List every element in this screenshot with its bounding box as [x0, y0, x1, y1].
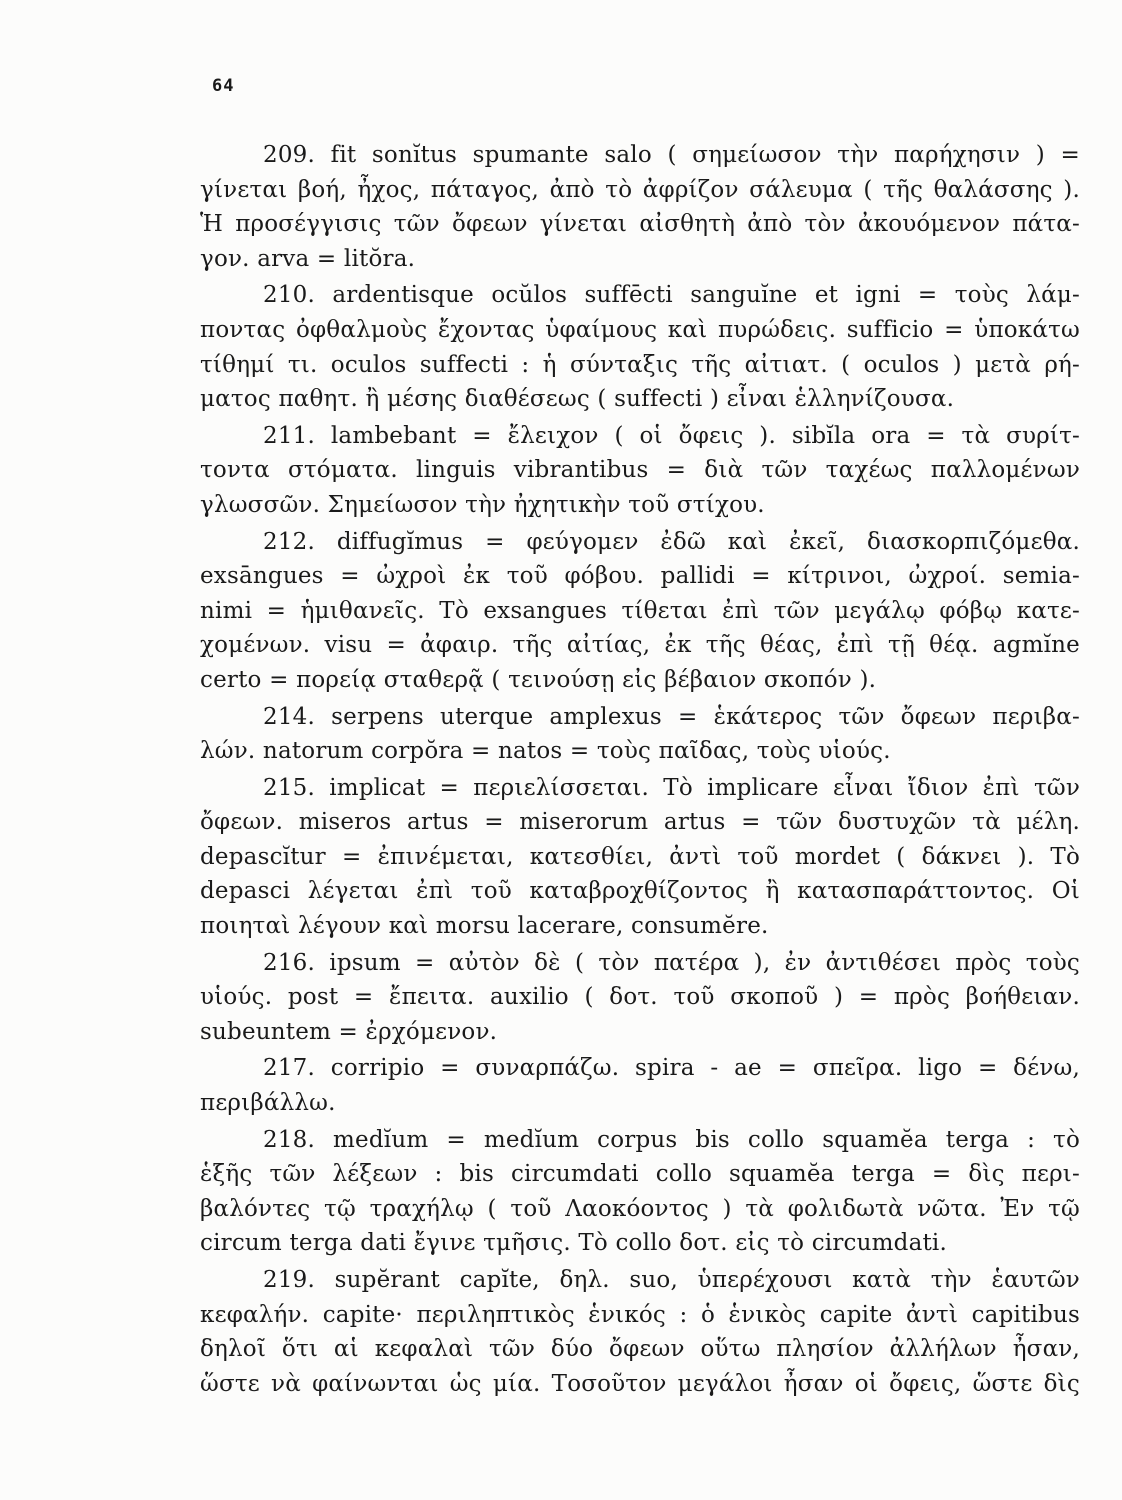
text-line: 209. fit sonĭtus spumante salo ( σημείωσον τὴν παρήχησιν ) =	[263, 142, 1080, 168]
text-line: γον. arva = litŏra.	[200, 245, 416, 272]
text-line: 210. ardentisque ocŭlos suffēcti sanguĭne et igni = τοὺς λάμ-	[263, 282, 1080, 309]
note-paragraph-216	[200, 946, 1080, 1050]
text-line: ματος παθητ. ἢ μέσης διαθέσεως ( suffecti ) εἶναι ἑλληνίζουσα.	[200, 386, 955, 413]
text-line: βαλόντες τῷ τραχήλῳ ( τοῦ Λαοκόοντος ) τὰ φολιδωτὰ νῶτα. Ἐν τῷ	[200, 1195, 1080, 1222]
text-line: 216. ipsum = αὐτὸν δὲ ( τὸν πατέρα ), ἐν ἀντιθέσει πρὸς τοὺς	[263, 949, 1080, 976]
page-number: 64	[212, 76, 235, 96]
note-paragraph-215	[200, 771, 1080, 944]
text-line: τίθημί τι. oculos suffecti : ἡ σύνταξις τῆς αἰτιατ. ( oculos ) μετὰ ρή-	[200, 351, 1080, 378]
text-line: 218. medĭum = medĭum corpus bis collo squamĕa terga : τὸ	[263, 1126, 1080, 1153]
text-line: certo = πορείᾳ σταθερᾷ ( τεινούσῃ εἰς βέβαιον σκοπόν ).	[200, 666, 877, 693]
text-line: exsāngues = ὠχροὶ ἐκ τοῦ φόβου. pallidi = κίτρινοι, ὠχροί. semia-	[200, 563, 1080, 590]
text-line: ποιηταὶ λέγουν καὶ morsu lacerare, consumĕre.	[200, 913, 769, 940]
note-paragraph-217	[200, 1051, 1080, 1120]
commentary-text	[200, 138, 1080, 1403]
text-line: ὄφεων. miseros artus = miserorum artus = τῶν δυστυχῶν τὰ μέλη.	[200, 809, 1080, 836]
text-line: λών. natorum corpŏra = natos = τοὺς παῖδας, τοὺς υἱούς.	[200, 738, 891, 765]
note-paragraph-212	[200, 525, 1080, 698]
text-line: 215. implicat = περιελίσσεται. Τὸ implicare εἶναι ἴδιον ἐπὶ τῶν	[263, 774, 1080, 801]
text-line: nimi = ἡμιθανεῖς. Τὸ exsangues τίθεται ἐπὶ τῶν μεγάλῳ φόβῳ κατε-	[200, 597, 1080, 624]
paragraph-gap	[200, 1401, 1080, 1403]
text-line: περιβάλλω.	[200, 1090, 336, 1117]
text-line: depascĭtur = ἐπινέμεται, κατεσθίει, ἀντὶ τοῦ mordet ( δάκνει ). Τὸ	[200, 843, 1080, 870]
note-paragraph-218	[200, 1123, 1080, 1261]
text-line: depasci λέγεται ἐπὶ τοῦ καταβροχθίζοντος ἢ κατασπαράττοντος. Οἱ	[200, 878, 1080, 905]
text-line: 212. diffugĭmus = φεύγομεν ἐδῶ καὶ ἐκεῖ, διασκορπιζόμεθα.	[263, 528, 1080, 555]
text-line: Ἡ προσέγγισις τῶν ὄφεων γίνεται αἰσθητὴ ἀπὸ τὸν ἀκουόμενον πάτα-	[200, 211, 1080, 238]
text-line: ποντας ὀφθαλμοὺς ἔχοντας ὑφαίμους καὶ πυρώδεις. sufficio = ὑποκάτω	[200, 316, 1080, 343]
text-line: 211. lambebant = ἔλειχον ( οἱ ὄφεις ). sibĭla ora = τὰ συρίτ-	[263, 422, 1080, 449]
text-line: γλωσσῶν. Σημείωσον τὴν ἠχητικὴν τοῦ στίχου.	[200, 491, 765, 518]
text-line: circum terga dati ἔγινε τμῆσις. Τὸ collo δοτ. εἰς τὸ circumdati.	[200, 1230, 948, 1257]
text-line: τοντα στόματα. linguis vibrantibus = διὰ τῶν ταχέως παλλομένων	[200, 457, 1080, 484]
text-line: ὥστε νὰ φαίνωνται ὡς μία. Τοσοῦτον μεγάλοι ἦσαν οἱ ὄφεις, ὥστε δὶς	[200, 1370, 1080, 1397]
note-paragraph-219	[200, 1263, 1080, 1401]
text-line: δηλοῖ ὅτι αἱ κεφαλαὶ τῶν δύο ὄφεων οὕτω πλησίον ἀλλήλων ἦσαν,	[200, 1336, 1080, 1363]
text-line: χομένων. visu = ἀφαιρ. τῆς αἰτίας, ἐκ τῆς θέας, ἐπὶ τῇ θέᾳ. agmĭne	[200, 632, 1080, 659]
note-paragraph-211	[200, 419, 1080, 523]
text-line: 219. supĕrant capĭte, δηλ. suo, ὑπερέχουσι κατὰ τὴν ἑαυτῶν	[263, 1267, 1080, 1293]
note-paragraph-210	[200, 278, 1080, 416]
note-paragraph-214	[200, 700, 1080, 769]
text-line: subeuntem = ἐρχόμενον.	[200, 1018, 498, 1045]
text-line: ἑξῆς τῶν λέξεων : bis circumdati collo squamĕa terga = δὶς περι-	[200, 1161, 1080, 1188]
text-line: γίνεται βοή, ἦχος, πάταγος, ἀπὸ τὸ ἀφρίζον σάλευμα ( τῆς θαλάσσης ).	[200, 176, 1080, 203]
note-paragraph-209	[200, 138, 1080, 276]
text-line: κεφαλήν. capite· περιληπτικὸς ἑνικός : ὁ ἑνικὸς capite ἀντὶ capitibus	[200, 1301, 1080, 1328]
text-line: 217. corripio = συναρπάζω. spira - ae = σπεῖρα. ligo = δένω,	[263, 1055, 1080, 1082]
text-line: 214. serpens uterque amplexus = ἑκάτερος τῶν ὄφεων περιβα-	[263, 703, 1080, 730]
text-line: υἱούς. post = ἔπειτα. auxilio ( δοτ. τοῦ σκοποῦ ) = πρὸς βοήθειαν.	[200, 984, 1080, 1011]
